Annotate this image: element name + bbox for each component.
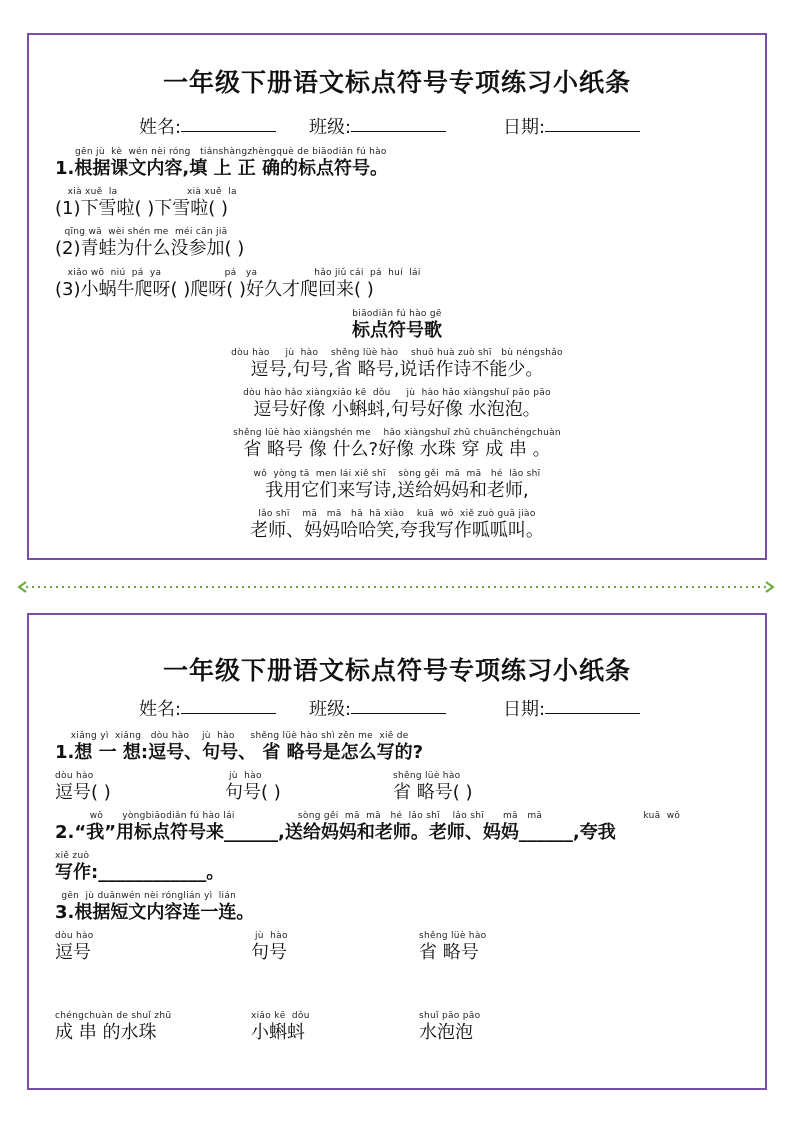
card2-question-2-line-2: xiě zuò 写作:____________。 — [55, 851, 225, 883]
card2-class-field[interactable]: 班级: — [309, 695, 351, 721]
card1-item-2: qīng wā wèi shén me méi cān jiā (2)青蛙为什么没参加( ) — [55, 227, 245, 259]
poem-line: dòu hào hǎo xiàngxiǎo kē dǒu jù hào hǎo xiàngshuǐ pāo pāo 逗号好像 小蝌蚪,句号好像 水泡泡。 — [243, 388, 551, 420]
card1-date-field[interactable]: 日期: — [503, 113, 545, 139]
arrow-left-icon — [19, 582, 26, 592]
card2-question-2: wǒ yòngbiāodiǎn fú hào lái sòng gěi mā mā hé lǎo shī lǎo shī mā mā kuā wǒ 2.“我”用标点符号来______,送给妈妈和老师。老师、妈妈______,夸我 — [55, 811, 681, 843]
card1-item-1: xià xuě la xià xuě la (1)下雪啦( )下雪啦( ) — [55, 187, 237, 219]
poem-line: lǎo shī mā mā hā hā xiào kuā wǒ xiě zuò guā jiào 老师、妈妈哈哈笑,夸我写作呱呱叫。 — [250, 509, 544, 541]
poem-title: biāodiǎn fú hào gē 标点符号歌 — [352, 309, 442, 341]
worksheet-card-1 — [27, 33, 767, 560]
match-left-ellipsis[interactable]: shěng lüè hào 省 略号 — [419, 931, 487, 963]
match-right-water-beads[interactable]: chéngchuàn de shuǐ zhū 成 串 的水珠 — [55, 1011, 172, 1043]
card2-question-3: gēn jù duǎnwén nèi rónglián yì lián 3.根据短文内容连一连。 — [55, 891, 255, 923]
card1-title: 一年级下册语文标点符号专项练习小纸条 — [162, 68, 631, 97]
card1-name-field[interactable]: 姓名: — [139, 113, 181, 139]
match-right-bubbles[interactable]: shuǐ pāo pāo 水泡泡 — [419, 1011, 481, 1043]
arrow-right-icon — [766, 582, 773, 592]
match-left-comma[interactable]: dòu hào 逗号 — [55, 931, 94, 963]
match-right-tadpole[interactable]: xiǎo kē dǒu 小蝌蚪 — [251, 1011, 310, 1043]
card2-question-1: xiǎng yì xiǎng dòu hào jù hào shěng lüè hào shì zěn me xiě de 1.想 一 想:逗号、句号、 省 略号是怎么写的? — [55, 731, 424, 763]
q1-answer-period: jù hào 句号( ) — [225, 771, 281, 803]
poem-line: shěng lüè hào xiàngshén me hǎo xiàngshuǐ zhū chuānchéngchuàn 省 略号 像 什么?好像 水珠 穿 成 串 。 — [233, 428, 561, 460]
cut-line-divider — [16, 581, 776, 593]
card2-name-field[interactable]: 姓名: — [139, 695, 181, 721]
card1-class-field[interactable]: 班级: — [309, 113, 351, 139]
card2-title: 一年级下册语文标点符号专项练习小纸条 — [162, 656, 631, 685]
q1-answer-ellipsis: shěng lüè hào 省 略号( ) — [393, 771, 473, 803]
poem-line: wǒ yòng tā men lái xiě shī sòng gěi mā mā hé lǎo shī 我用它们来写诗,送给妈妈和老师, — [253, 469, 541, 501]
poem-line: dòu hào jù hào shěng lüè hào shuō huà zuò shī bù néngshǎo 逗号,句号,省 略号,说话作诗不能少。 — [231, 348, 563, 380]
match-left-period[interactable]: jù hào 句号 — [251, 931, 288, 963]
q1-answer-comma: dòu hào 逗号( ) — [55, 771, 111, 803]
worksheet-card-2 — [27, 613, 767, 1090]
card2-date-field[interactable]: 日期: — [503, 695, 545, 721]
card1-question-1: gēn jù kè wén nèi róng tiánshàngzhèngquè de biāodiǎn fú hào 1.根据课文内容,填 上 正 确的标点符号。 — [55, 147, 388, 179]
card1-item-3: xiǎo wō niú pá ya pá ya hǎo jiǔ cái pá huí lái (3)小蜗牛爬呀( )爬呀( )好久才爬回来( ) — [55, 268, 421, 300]
